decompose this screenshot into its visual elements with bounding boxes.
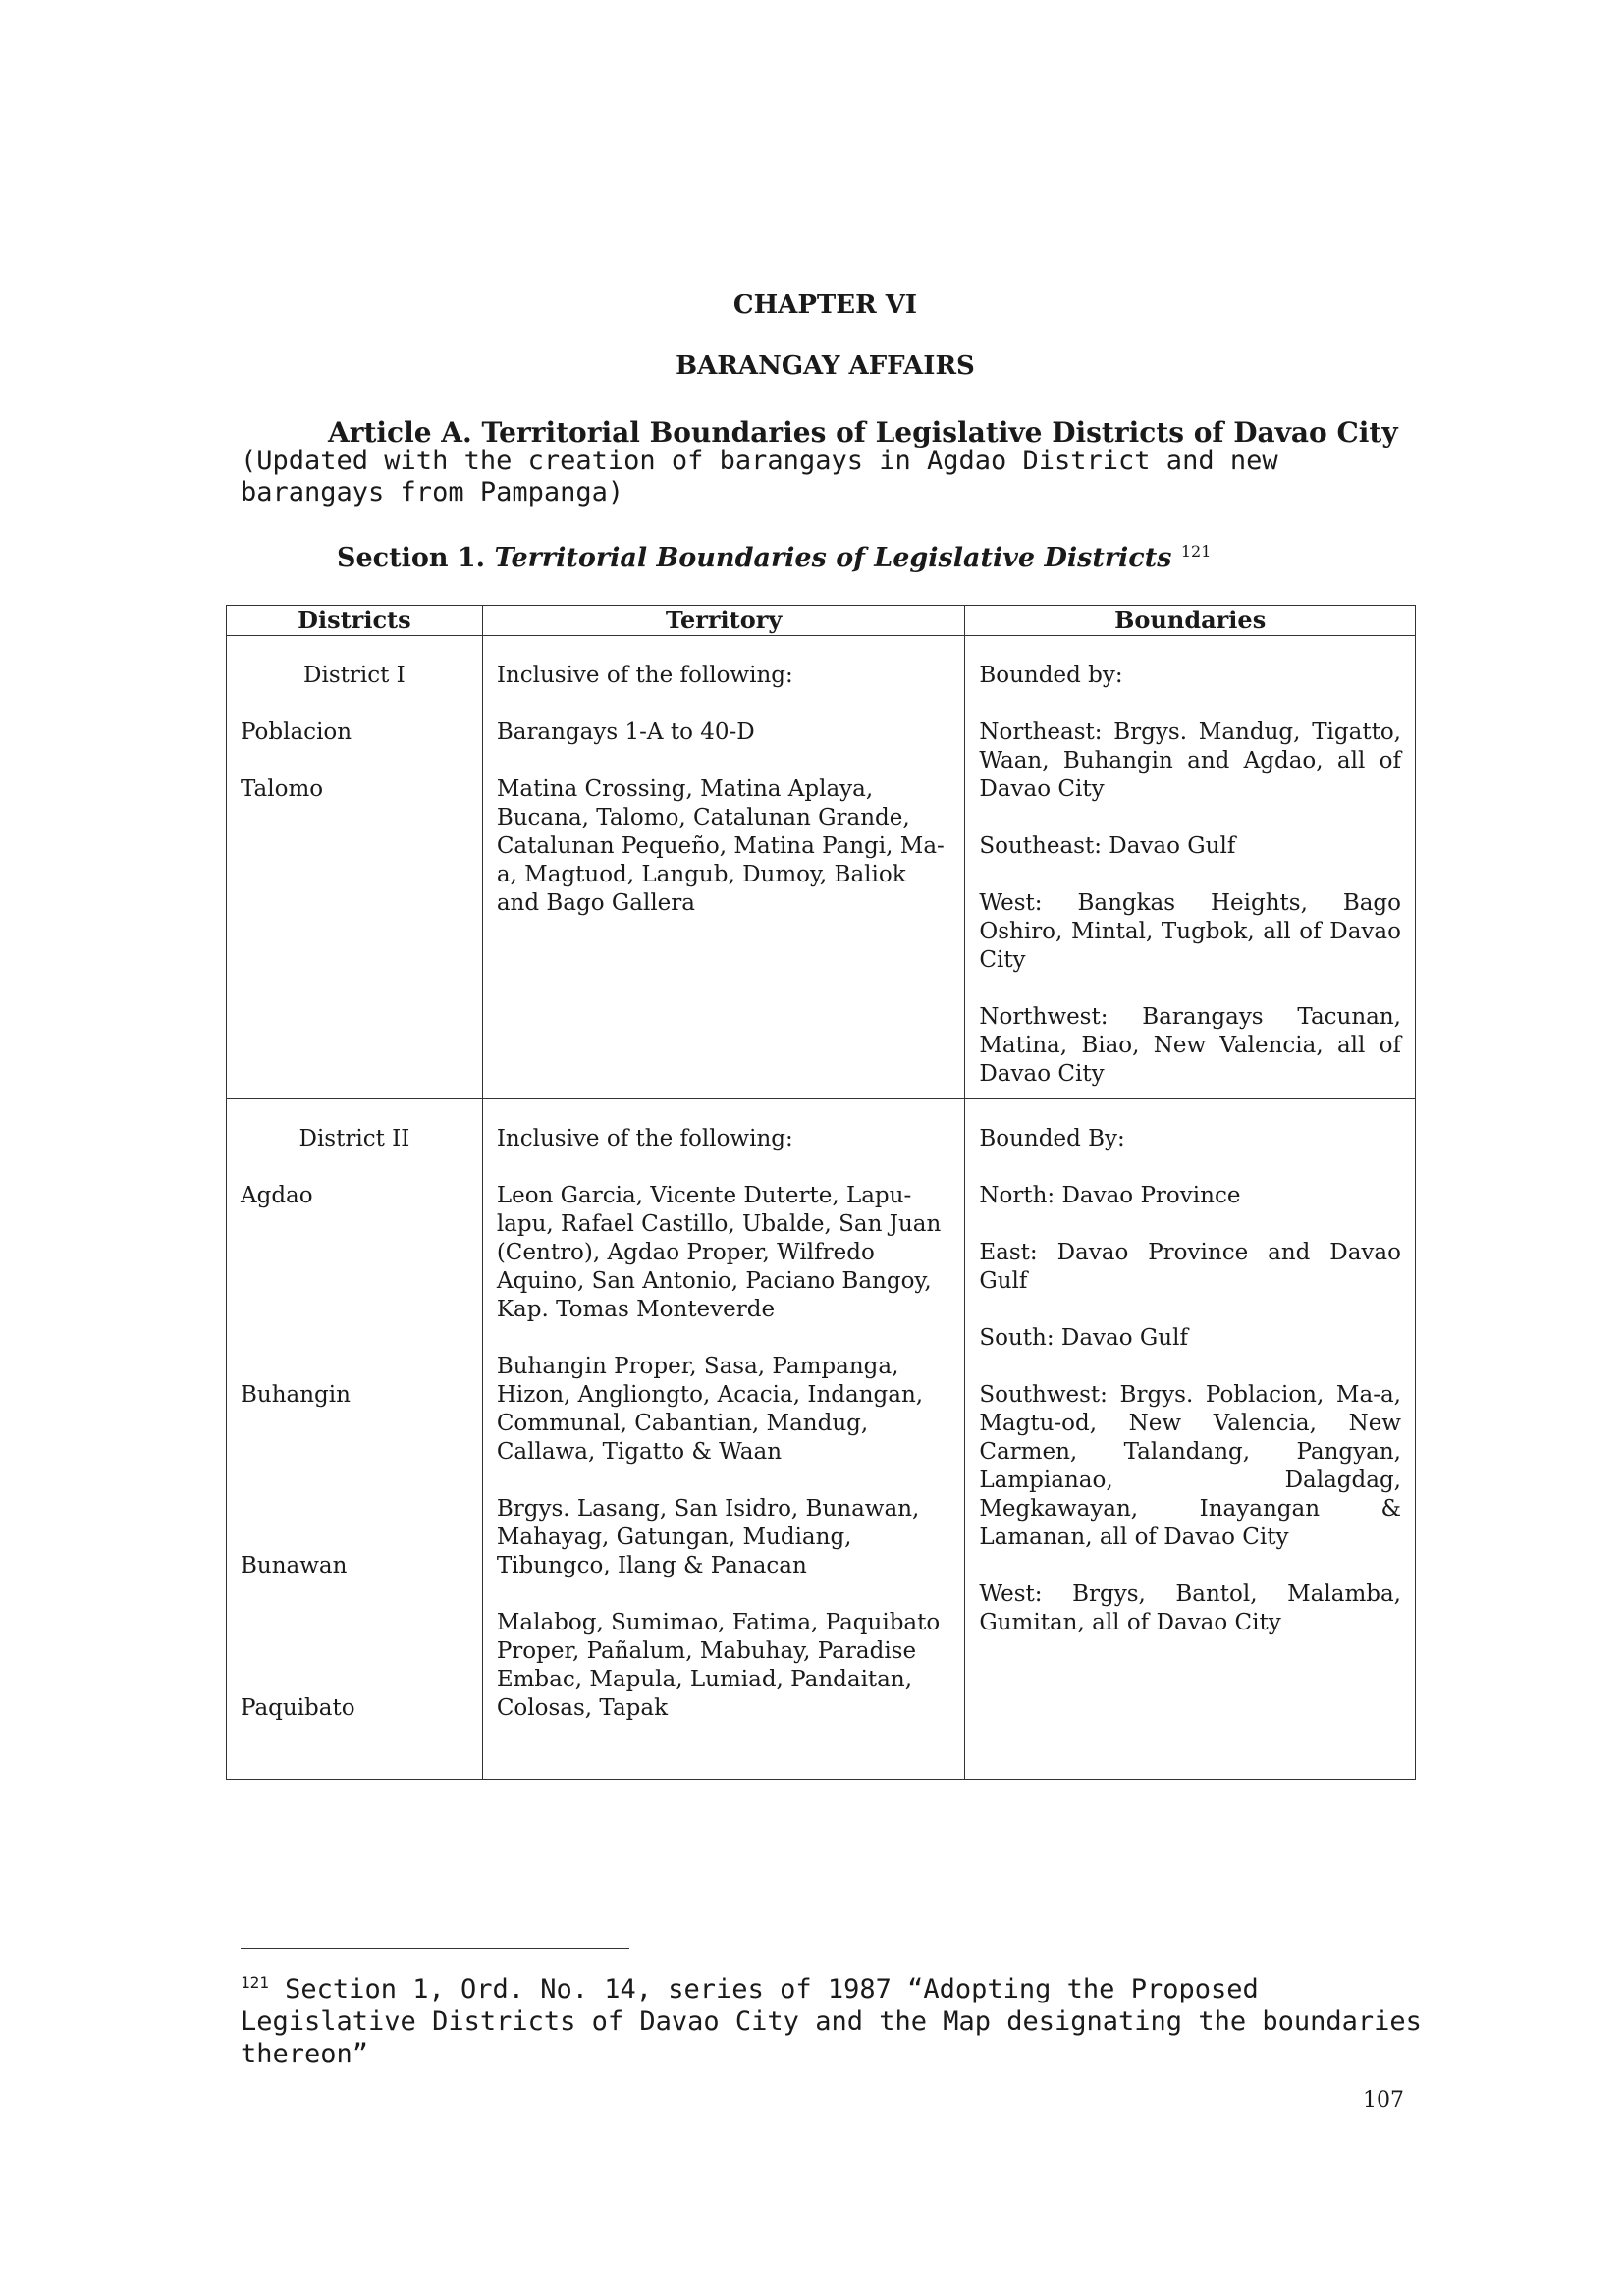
footnote-reference: 121 [1180,542,1212,561]
territory-entry: Malabog, Sumimao, Fatima, Paquibato Proper, Pañalum, Mabuhay, Paradise Embac, Mapula, Lumiad, Pandaitan, Colosas, Tapak [496,1610,941,1721]
district-name: District II [298,1126,410,1151]
boundary-entry: East: Davao Province and Davao Gulf [979,1240,1401,1294]
header-boundaries: Boundaries [965,606,1416,636]
boundary-entry: North: Davao Province [979,1183,1241,1208]
district-2-territory-cell [482,1099,965,1780]
boundary-entry: West: Bangkas Heights, Bago Oshiro, Mintal, Tugbok, all of Davao City [979,890,1401,973]
district-1-territory-cell [482,636,965,1099]
boundary-entry: West: Brgys, Bantol, Malamba, Gumitan, all of Davao City [979,1581,1401,1635]
chapter-heading: CHAPTER VI [732,291,918,320]
district-area: Paquibato [241,1695,355,1721]
section-prefix: Section 1. [337,543,486,573]
footnote-text: Section 1, Ord. No. 14, series of 1987 “Adopting the Proposed Legislative Districts of Davao City and the Map designating the boundaries thereon” [241,1974,1422,2069]
territory-intro: Inclusive of the following: [496,663,793,688]
district-area: Buhangin [241,1382,351,1408]
territory-entry: Brgys. Lasang, San Isidro, Bunawan, Mahayag, Gatungan, Mudiang, Tibungco, Ilang & Panacan [496,1496,920,1578]
district-area: Talomo [241,776,324,802]
district-1-cell [227,636,483,1099]
territory-entry: Buhangin Proper, Sasa, Pampanga, Hizon, Angliongto, Acacia, Indangan, Communal, Cabantian, Mandug, Callawa, Tigatto & Waan [496,1354,924,1465]
section-name: Territorial Boundaries of Legislative Districts [494,543,1172,573]
boundary-entry: South: Davao Gulf [979,1325,1188,1351]
boundary-entry: Southeast: Davao Gulf [979,833,1236,859]
boundary-entry: Southwest: Brgys. Poblacion, Ma-a, Magtu-od, New Valencia, New Carmen, Talandang, Pangyan, Lampianao, Dalagdag, Megkawayan, Inayangan & Lamanan, all of Davao City [979,1382,1401,1550]
article-note: (Updated with the creation of barangays in Agdao District and new barangays from Pampanga) [241,446,1278,507]
district-area: Bunawan [241,1553,348,1578]
boundary-entry: Northwest: Barangays Tacunan, Matina, Biao, New Valencia, all of Davao City [979,1004,1401,1087]
districts-table [226,605,1416,1780]
boundary-entry: Northeast: Brgys. Mandug, Tigatto, Waan, Buhangin and Agdao, all of Davao City [979,720,1401,802]
district-2-boundaries-cell [965,1099,1416,1780]
boundary-intro: Bounded by: [979,663,1123,688]
page-number: 107 [1363,2088,1404,2112]
footnote [241,1966,1429,2070]
header-territory: Territory [482,606,965,636]
article-title: Article A. Territorial Boundaries of Legislative Districts of Davao City [328,416,1398,449]
district-2-cell [227,1099,483,1780]
territory-entry: Barangays 1-A to 40-D [496,720,755,745]
district-area: Agdao [241,1183,313,1208]
district-area: Poblacion [241,720,352,745]
territory-intro: Inclusive of the following: [496,1126,793,1151]
territory-entry: Matina Crossing, Matina Aplaya, Bucana, Talomo, Catalunan Grande, Catalunan Pequeño, Matina Pangi, Ma-a, Magtuod, Langub, Dumoy, Baliok and Bago Gallera [496,776,945,916]
district-1-boundaries-cell [965,636,1416,1099]
chapter-title: BARANGAY AFFAIRS [676,351,975,381]
footnote-number: 121 [241,1973,269,1992]
territory-entry: Leon Garcia, Vicente Duterte, Lapu-lapu, Rafael Castillo, Ubalde, San Juan (Centro), Agdao Proper, Wilfredo Aquino, San Antonio, Paciano Bangoy, Kap. Tomas Monteverde [496,1183,942,1322]
district-name: District I [303,663,406,688]
footnote-separator [241,1948,629,1949]
table-header-row [227,606,1416,636]
header-districts: Districts [227,606,483,636]
table-row-district-2 [227,1099,1416,1780]
boundary-intro: Bounded By: [979,1126,1125,1151]
table-row-district-1 [227,636,1416,1099]
section-title [337,542,1211,573]
